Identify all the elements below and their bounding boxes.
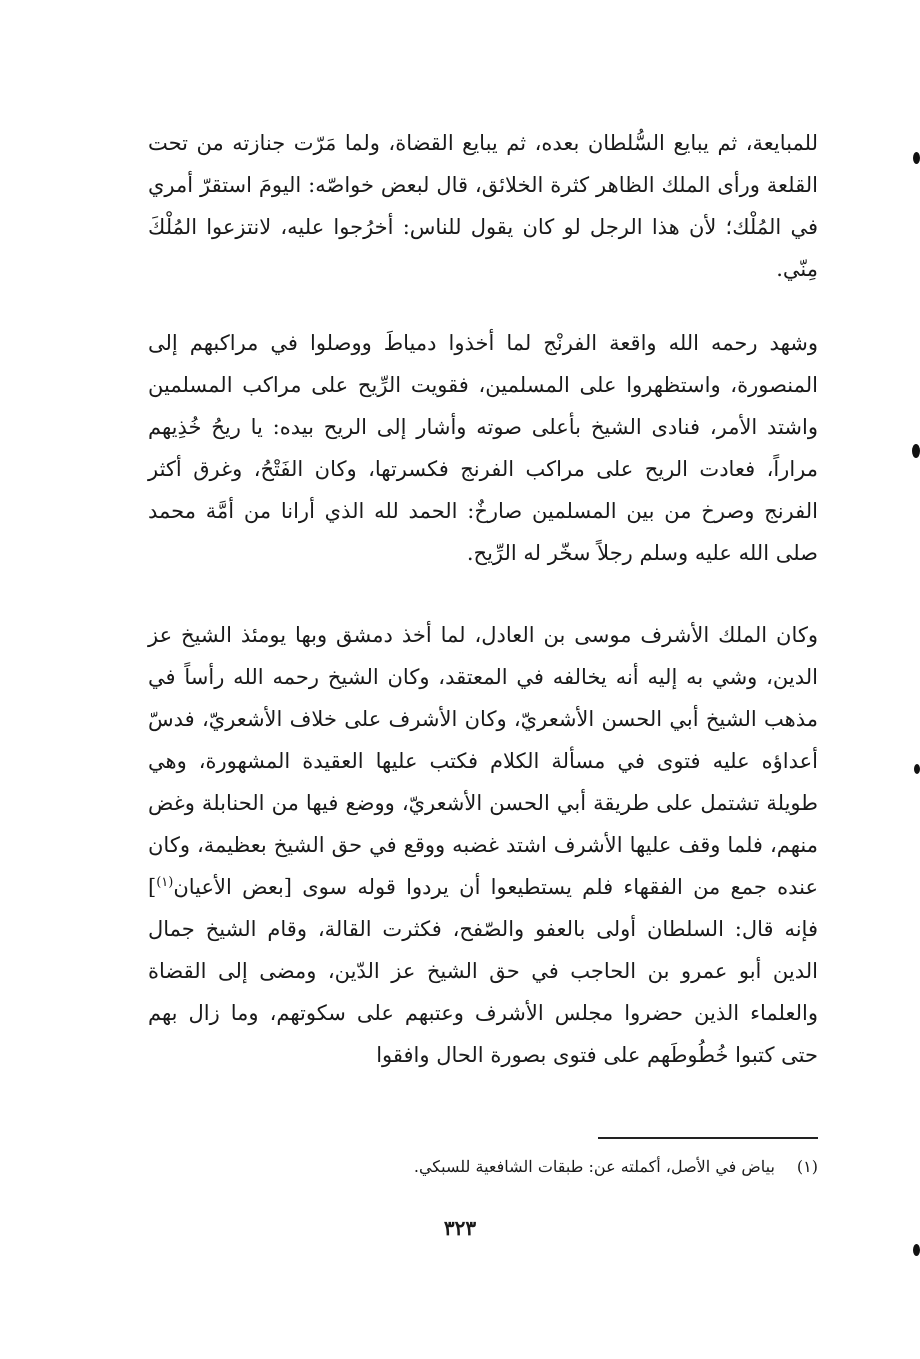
paragraph-text: للمبايعة، ثم يبايع السُّلطان بعده، ثم يبايع القضاة، ولما مَرّت جنازته من تحت القلعة ورأى الملك الظاهر كثرة الخلائق، قال لبعض خواصّه: اليومَ استقرّ أمري في المُلْك؛ لأن هذا الرجل لو كان يقول للناس: أخرُجوا عليه، لانتزعوا المُلْكَ مِنّي. [148, 131, 818, 281]
margin-mark [912, 444, 920, 458]
margin-mark [914, 764, 920, 774]
paragraph-text-after-note: ] فإنه قال: السلطان أولى بالعفو والصّفح، فكثرت القالة، وقام الشيخ جمال الدين أبو عمرو بن الحاجب في حق الشيخ عز الدّين، ومضى إلى القضاة والعلماء الذين حضروا مجلس الأشرف وعتبهم على سكوتهم، وما زال بهم حتى كتبوا خُطُوطَهم على فتوى بصورة الحال وافقوا [148, 875, 818, 1067]
margin-mark [913, 1244, 920, 1256]
paragraph-1 [148, 122, 818, 290]
paragraph-text [148, 614, 818, 1076]
paragraph-text-before-note: وكان الملك الأشرف موسى بن العادل، لما أخذ دمشق وبها يومئذ الشيخ عز الدين، وشي به إليه أنه يخالفه في المعتقد، وكان الشيخ رحمه الله رأساً في مذهب الشيخ أبي الحسن الأشعريّ، وكان الأشرف على خلاف الأشعريّ، فدسّ أعداؤه عليه فتوى في مسألة الكلام فكتب عليها العقيدة المشهورة، وهي طويلة تشتمل على طريقة أبي الحسن الأشعريّ، ووضع فيها من الحنابلة وغض منهم، فلما وقف عليها الأشرف اشتد غضبه ووقع في حق الشيخ بعظيمة، وكان عنده جمع من الفقهاء فلم يستطيعوا أن يردوا قوله سوى [بعض الأعيان [148, 623, 818, 899]
paragraph-2 [148, 322, 818, 574]
margin-mark [913, 152, 920, 164]
footnote-marker: (١) [156, 875, 174, 890]
footnote-text: بياض في الأصل، أكملته عن: طبقات الشافعية للسبكي. [413, 1157, 775, 1176]
paragraph-text: وشهد رحمه الله واقعة الفرنْج لما أخذوا دمياطَ ووصلوا في مراكبهم إلى المنصورة، واستظهروا على المسلمين، فقويت الرِّيح على مراكب المسلمين واشتد الأمر، فنادى الشيخ بأعلى صوته وأشار إلى الريح بيده: يا ريحُ خُذِيهم مراراً، فعادت الريح على مراكب الفرنج فكسرتها، وكان الفَتْحُ، وغرق أكثر الفرنج وصرخ من بين المسلمين صارخٌ: الحمد لله الذي أرانا من أمَّة محمد صلى الله عليه وسلم رجلاً سخّر له الرِّيح. [148, 331, 818, 565]
page-number: ٣٢٣ [443, 1216, 477, 1240]
paragraph-3 [148, 614, 818, 1076]
footnote [148, 1150, 818, 1184]
footnote-divider [598, 1137, 818, 1139]
footnote-number: (١) [796, 1157, 818, 1176]
